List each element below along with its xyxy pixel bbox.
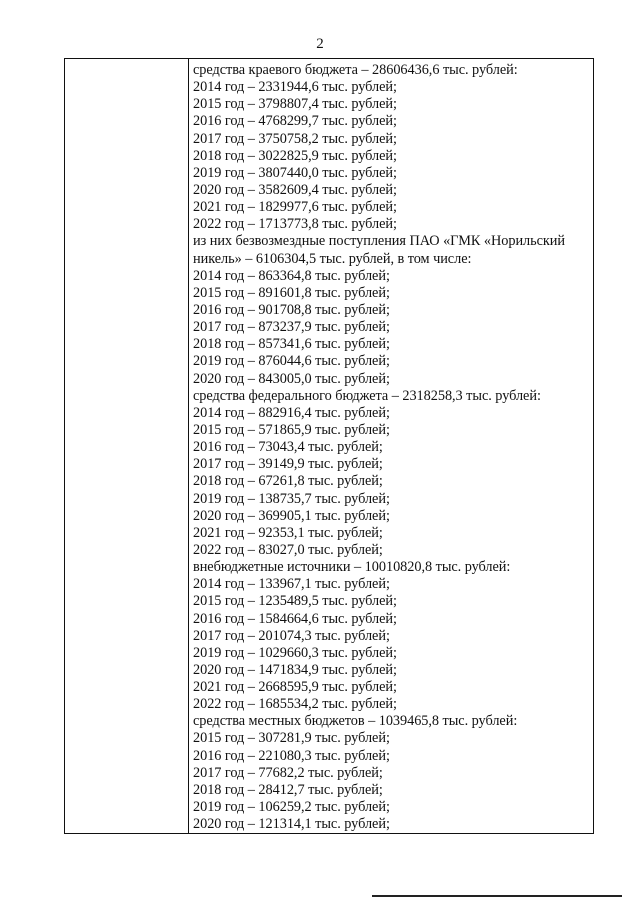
text-line: 2021 год – 2668595,9 тыс. рублей;	[193, 679, 397, 696]
text-line: 2016 год – 73043,4 тыс. рублей;	[193, 439, 383, 456]
text-line: 2015 год – 307281,9 тыс. рублей;	[193, 730, 390, 747]
text-line: 2019 год – 138735,7 тыс. рублей;	[193, 490, 390, 507]
bottom-rule	[372, 895, 622, 897]
text-line: 2019 год – 1029660,3 тыс. рублей;	[193, 644, 397, 661]
text-line: 2022 год – 83027,0 тыс. рублей;	[193, 541, 383, 558]
text-line: 2014 год – 882916,4 тыс. рублей;	[193, 404, 390, 421]
text-line: 2016 год – 1584664,6 тыс. рублей;	[193, 610, 397, 627]
text-line: средства местных бюджетов – 1039465,8 тыс. рублей:	[193, 713, 518, 730]
text-line: 2021 год – 92353,1 тыс. рублей;	[193, 524, 383, 541]
funding-table	[64, 58, 594, 834]
text-line: 2020 год – 121314,1 тыс. рублей;	[193, 816, 390, 833]
text-line: 2019 год – 3807440,0 тыс. рублей;	[193, 164, 397, 181]
page-number: 2	[316, 36, 324, 52]
text-line: внебюджетные источники – 10010820,8 тыс. рублей:	[193, 559, 511, 576]
text-line: 2015 год – 891601,8 тыс. рублей;	[193, 284, 390, 301]
text-line: 2020 год – 369905,1 тыс. рублей;	[193, 507, 390, 524]
text-line: 2020 год – 1471834,9 тыс. рублей;	[193, 661, 397, 678]
text-line: 2017 год – 201074,3 тыс. рублей;	[193, 627, 390, 644]
text-line: 2020 год – 843005,0 тыс. рублей;	[193, 370, 390, 387]
text-line: 2015 год – 571865,9 тыс. рублей;	[193, 421, 390, 438]
table-left-cell	[65, 59, 189, 833]
text-line: 2019 год – 106259,2 тыс. рублей;	[193, 799, 390, 816]
text-line: 2015 год – 3798807,4 тыс. рублей;	[193, 96, 397, 113]
text-line: 2014 год – 133967,1 тыс. рублей;	[193, 576, 390, 593]
text-line: 2014 год – 863364,8 тыс. рублей;	[193, 267, 390, 284]
text-line: 2018 год – 857341,6 тыс. рублей;	[193, 336, 390, 353]
text-line: 2022 год – 1713773,8 тыс. рублей;	[193, 216, 397, 233]
text-line: 2016 год – 4768299,7 тыс. рублей;	[193, 113, 397, 130]
text-line: 2018 год – 3022825,9 тыс. рублей;	[193, 147, 397, 164]
text-line: 2016 год – 901708,8 тыс. рублей;	[193, 301, 390, 318]
text-line: средства федерального бюджета – 2318258,3 тыс. рублей:	[193, 387, 541, 404]
text-line: 2021 год – 1829977,6 тыс. рублей;	[193, 199, 397, 216]
text-line: 2014 год – 2331944,6 тыс. рублей;	[193, 79, 397, 96]
text-line: 2017 год – 873237,9 тыс. рублей;	[193, 319, 390, 336]
text-line: 2017 год – 39149,9 тыс. рублей;	[193, 456, 383, 473]
text-line: 2018 год – 28412,7 тыс. рублей;	[193, 781, 383, 798]
text-line: 2016 год – 221080,3 тыс. рублей;	[193, 747, 390, 764]
text-line: из них безвозмездные поступления ПАО «ГМК «Норильский	[193, 233, 566, 250]
text-line: 2022 год – 1685534,2 тыс. рублей;	[193, 696, 397, 713]
text-line: 2019 год – 876044,6 тыс. рублей;	[193, 353, 390, 370]
funding-text-cell	[190, 62, 593, 833]
text-line: 2020 год – 3582609,4 тыс. рублей;	[193, 181, 397, 198]
text-line: 2017 год – 3750758,2 тыс. рублей;	[193, 130, 397, 147]
text-line: 2017 год – 77682,2 тыс. рублей;	[193, 764, 383, 781]
text-line: средства краевого бюджета – 28606436,6 тыс. рублей:	[193, 62, 518, 78]
text-line: 2018 год – 67261,8 тыс. рублей;	[193, 473, 383, 490]
text-line: никель» – 6106304,5 тыс. рублей, в том числе:	[193, 250, 472, 267]
text-line: 2015 год – 1235489,5 тыс. рублей;	[193, 593, 397, 610]
